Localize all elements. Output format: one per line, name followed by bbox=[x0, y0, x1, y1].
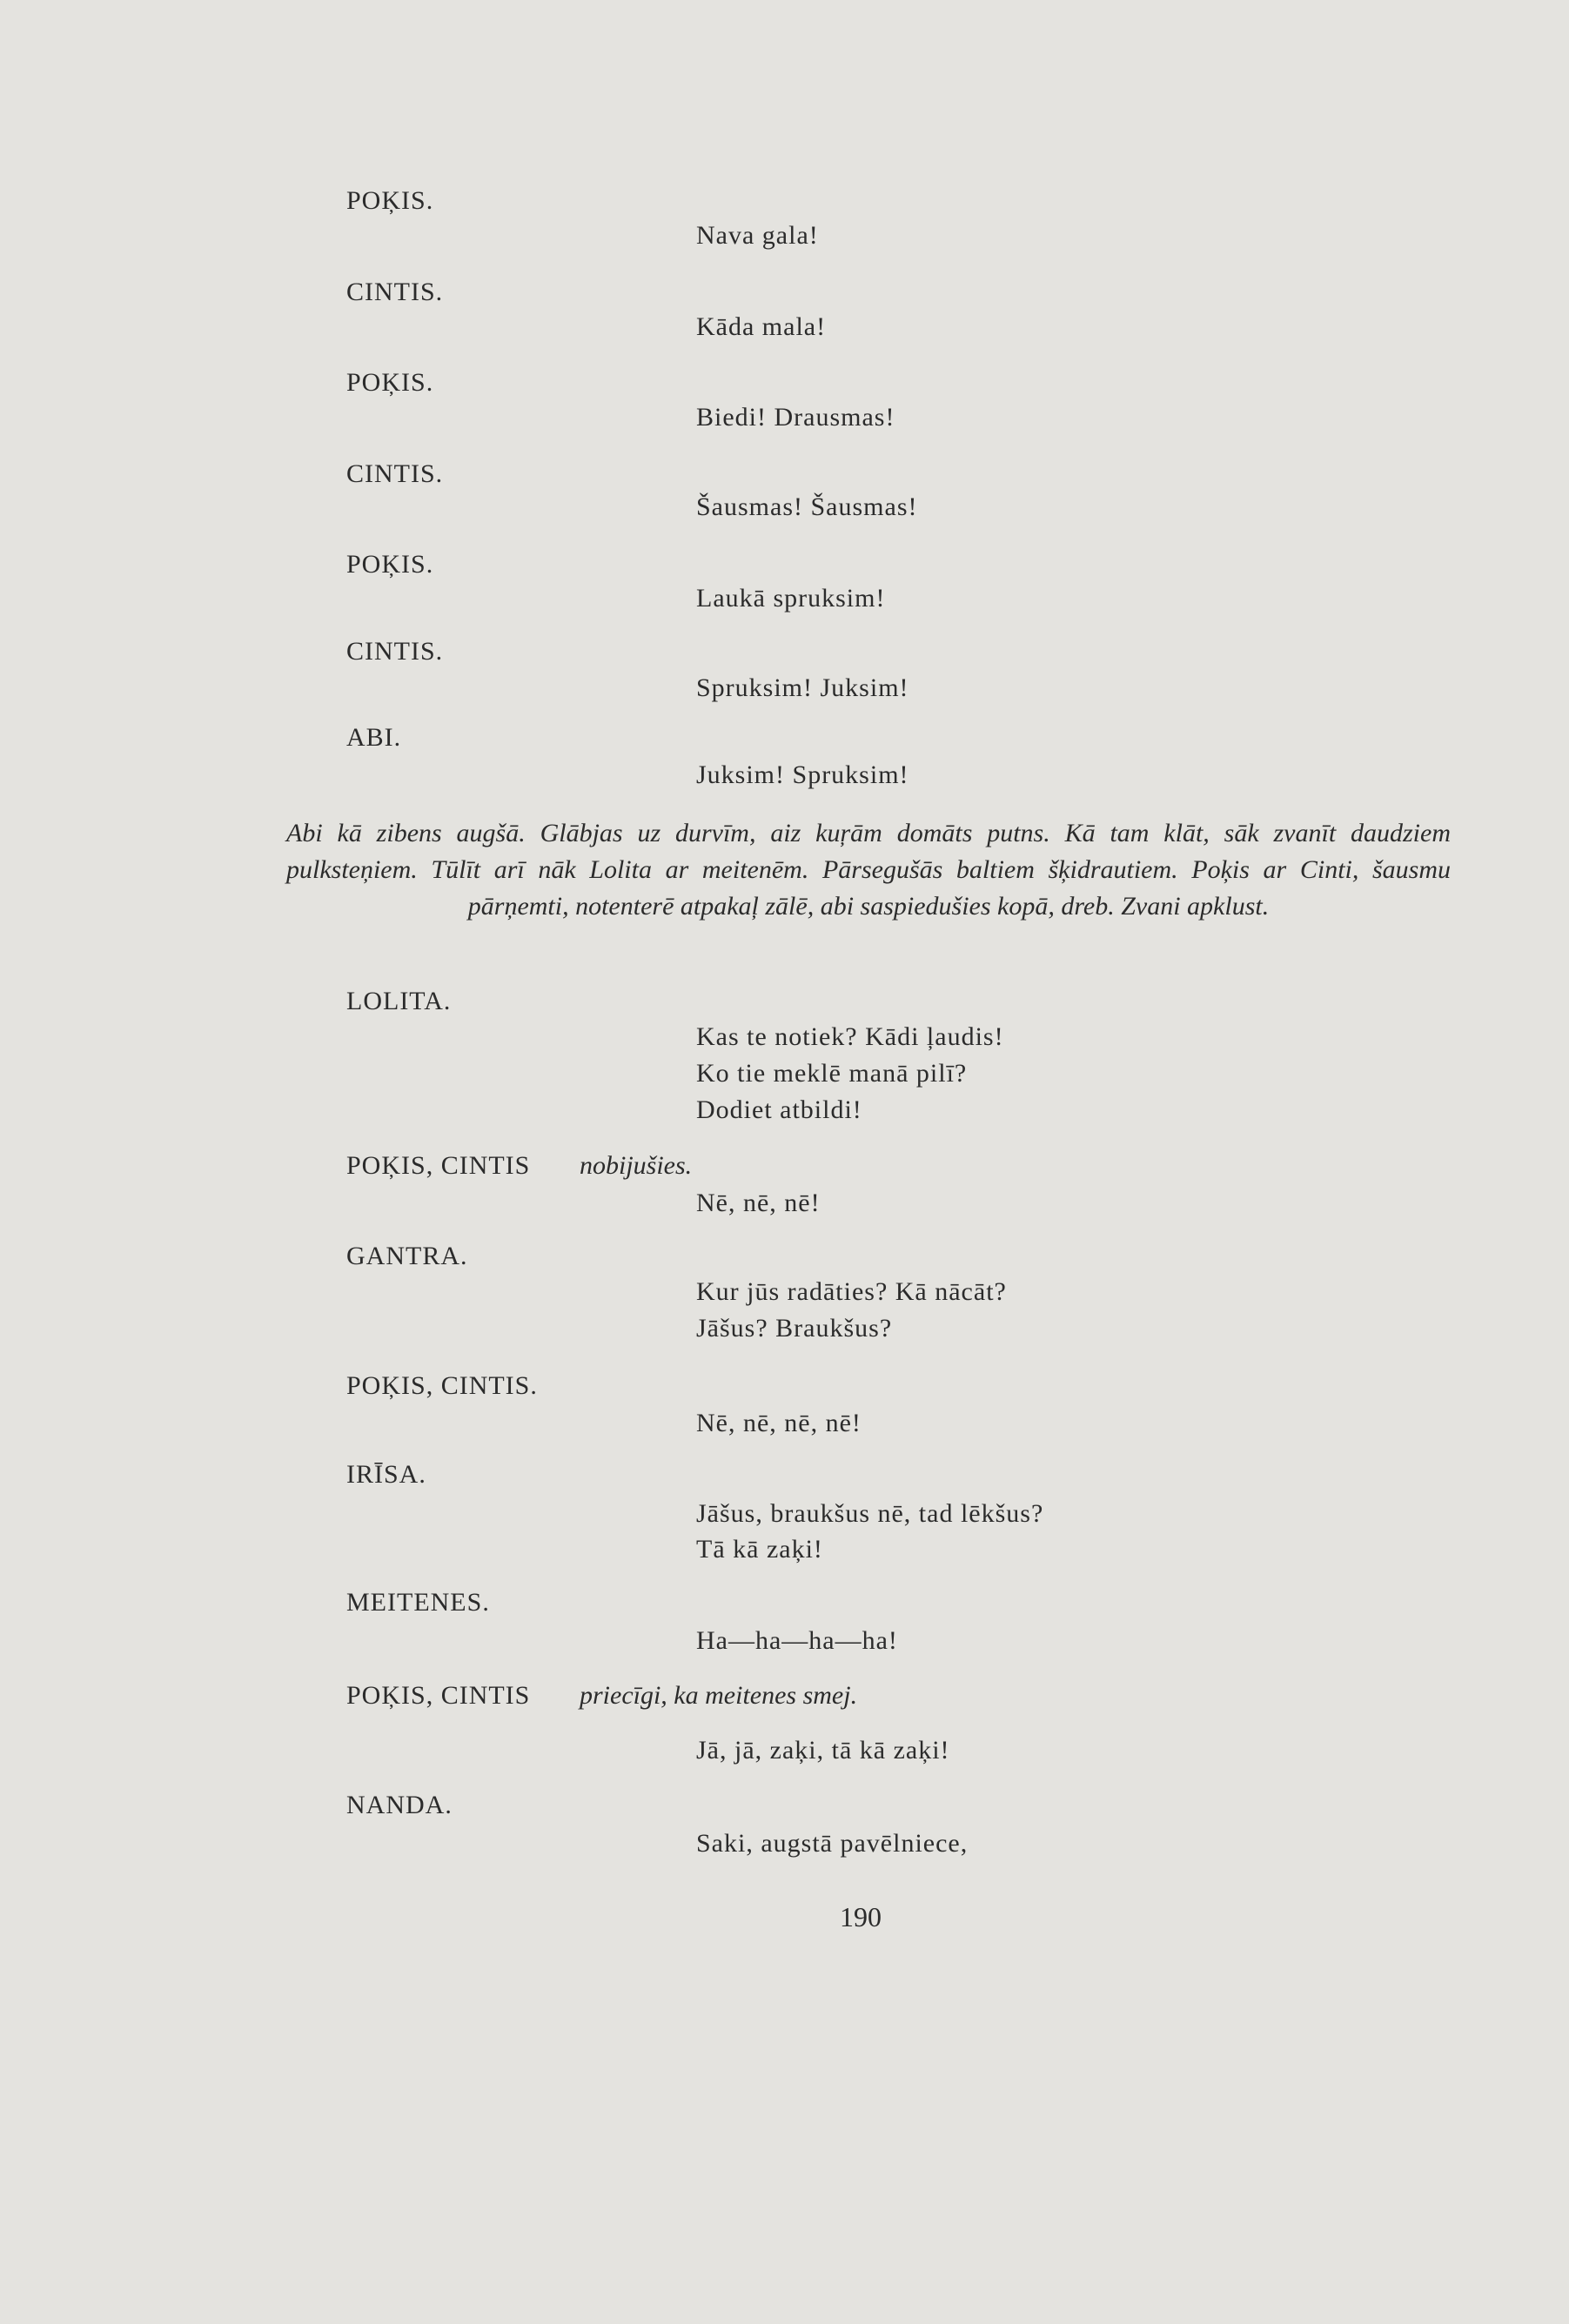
dialogue-line: Kur jūs radāties? Kā nācāt? bbox=[696, 1277, 1007, 1306]
dialogue-line: Jā, jā, zaķi, tā kā zaķi! bbox=[696, 1736, 950, 1765]
speaker-name: IRĪSA. bbox=[346, 1460, 426, 1489]
speaker-name: POĶIS. bbox=[346, 368, 434, 397]
speaker-name: CINTIS. bbox=[346, 459, 444, 488]
dialogue-line: Jāšus? Braukšus? bbox=[696, 1314, 893, 1343]
dialogue-line: Nē, nē, nē, nē! bbox=[696, 1409, 862, 1437]
dialogue-line: Ha—ha—ha—ha! bbox=[696, 1626, 898, 1655]
dialogue-line: Juksim! Spruksim! bbox=[696, 760, 909, 789]
speaker-name: CINTIS. bbox=[346, 637, 444, 666]
stage-note: nobijušies. bbox=[580, 1151, 693, 1180]
dialogue-line: Biedi! Drausmas! bbox=[696, 403, 895, 432]
speaker-name: CINTIS. bbox=[346, 278, 444, 306]
speaker-name: ABI. bbox=[346, 723, 402, 752]
dialogue-line: Kāda mala! bbox=[696, 312, 827, 341]
dialogue-line: Saki, augstā pavēlniece, bbox=[696, 1829, 969, 1858]
speaker-name: GANTRA. bbox=[346, 1242, 468, 1270]
stage-direction: Abi kā zibens augšā. Glābjas uz durvīm, aiz kuŗām domāts putns. Kā tam klāt, sāk zvanīt daudziem pulksteņiem. Tūlīt arī nāk Lolita ar meitenēm. Pārsegušās baltiem šķidrautiem. Poķis ar Cinti, šausmu pārņemti, notenterē atpakaļ zālē, abi saspiedušies kopā, dreb. Zvani apklust. bbox=[286, 819, 1451, 921]
speaker-name: MEITENES. bbox=[346, 1588, 490, 1617]
dialogue-line: Nava gala! bbox=[696, 221, 819, 250]
dialogue-line: Kas te notiek? Kādi ļaudis! bbox=[696, 1022, 1004, 1051]
dialogue-line: Spruksim! Juksim! bbox=[696, 673, 909, 702]
dialogue-line: Laukā spruksim! bbox=[696, 584, 886, 613]
speaker-name: LOLITA. bbox=[346, 987, 452, 1015]
speaker-name: NANDA. bbox=[346, 1791, 453, 1819]
dialogue-line: Tā kā zaķi! bbox=[696, 1535, 823, 1564]
stage-note: priecīgi, ka meitenes smej. bbox=[580, 1681, 858, 1710]
dialogue-line: Šausmas! Šausmas! bbox=[696, 492, 918, 521]
speaker-name: POĶIS, CINTIS bbox=[346, 1151, 531, 1180]
speaker-name: POĶIS. bbox=[346, 186, 434, 215]
dialogue-line: Jāšus, braukšus nē, tad lēkšus? bbox=[696, 1499, 1044, 1528]
dialogue-line: Dodiet atbildi! bbox=[696, 1095, 862, 1124]
dialogue-line: Nē, nē, nē! bbox=[696, 1189, 821, 1217]
dialogue-line: Ko tie meklē manā pilī? bbox=[696, 1059, 968, 1088]
speaker-name: POĶIS. bbox=[346, 550, 434, 579]
speaker-name: POĶIS, CINTIS bbox=[346, 1681, 531, 1710]
page-number: 190 bbox=[840, 1901, 882, 1932]
speaker-name: POĶIS, CINTIS. bbox=[346, 1371, 538, 1400]
